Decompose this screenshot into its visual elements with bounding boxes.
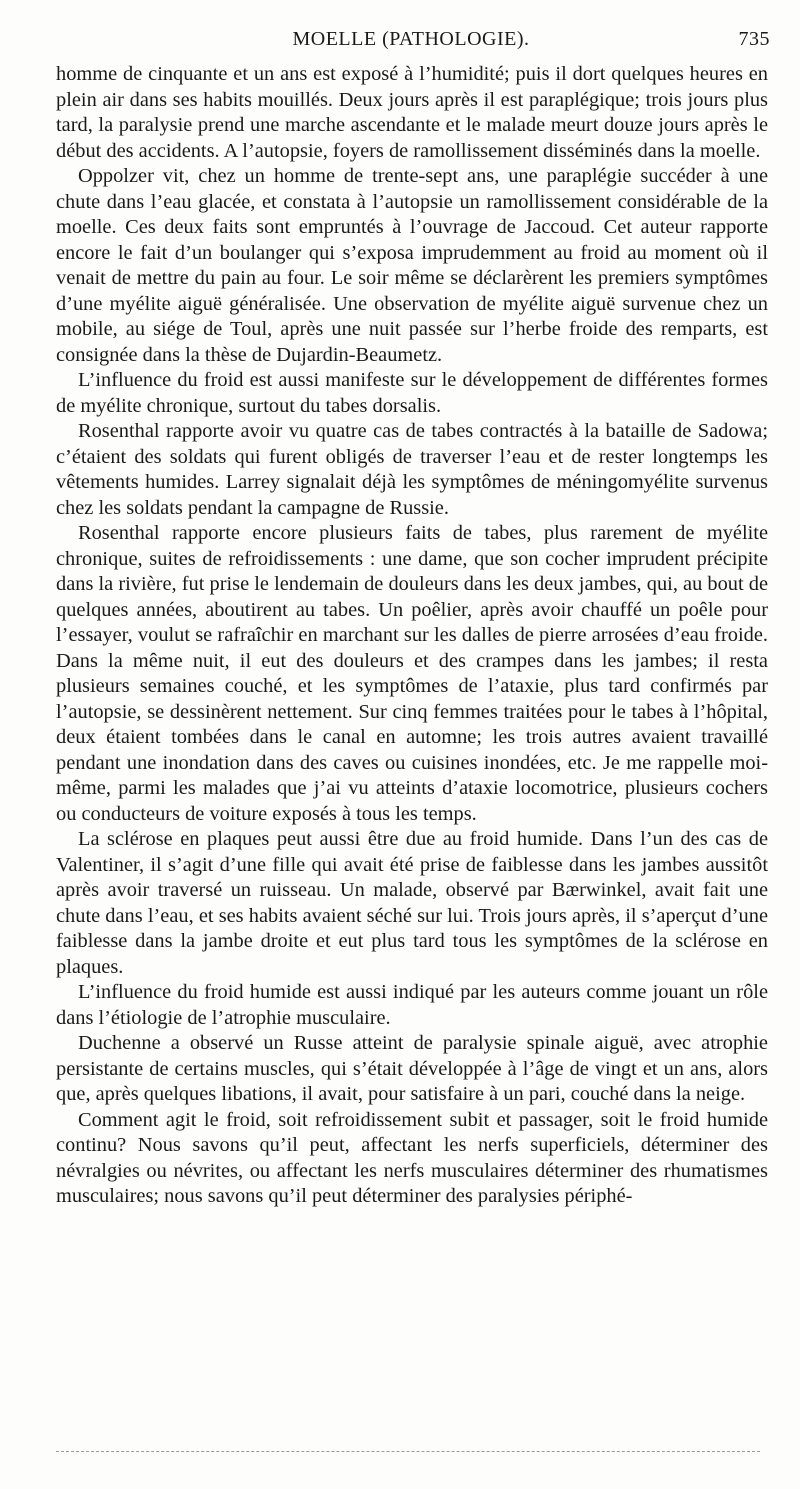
page-number: 735 bbox=[738, 28, 770, 50]
paragraph-continued: homme de cinquante et un ans est exposé à l’humidité; puis il dort quelques heures en plein air dans ses habits mouillés. Deux jours après il est paraplégique; trois jours plus tard, la paralysie prend une marche ascendante et le malade meurt douze jours après le début des accidents. A l’autopsie, foyers de ramollissement disséminés dans la moelle. bbox=[56, 63, 768, 162]
paragraph: Rosenthal rapporte encore plusieurs faits de tabes, plus rarement de myélite chronique, suites de refroidissements : une dame, que son cocher imprudent précipite dans la rivière, fut prise le lendemain de douleurs dans les deux jambes, qui, au bout de quelques années, aboutirent au tabes. Un poêlier, après avoir chauffé un poêle pour l’essayer, voulut se rafraîchir en marchant sur les dalles de pierre arrosées d’eau froide. Dans la même nuit, il eut des douleurs et des crampes dans les jambes; il resta plusieurs semaines couché, et les symptômes de l’ataxie, plus tard confirmés par l’autopsie, se dessinèrent nettement. Sur cinq femmes traitées pour le tabes à l’hôpital, deux étaient tombées dans le canal en automne; les trois autres avaient travaillé pendant une inondation dans des caves ou cuisines inondées, etc. Je me rappelle moi-même, parmi les malades que j’ai vu atteints d’ataxie locomotrice, plusieurs cochers ou conducteurs de voiture exposés à tous les temps. bbox=[56, 522, 768, 825]
body-text bbox=[56, 62, 768, 1210]
running-header bbox=[52, 28, 770, 58]
paragraph: L’influence du froid humide est aussi indiqué par les auteurs comme jouant un rôle dans l’étiologie de l’atrophie musculaire. bbox=[56, 981, 768, 1029]
running-title: MOELLE (PATHOLOGIE). bbox=[292, 28, 530, 50]
paragraph: Comment agit le froid, soit refroidissement subit et passager, soit le froid humide continu? Nous savons qu’il peut, affectant les nerfs superficiels, déterminer des névralgies ou névrites, ou affectant les nerfs musculaires déterminer des rhumatismes musculaires; nous savons qu’il peut déterminer des paralysies périphé- bbox=[56, 1108, 768, 1207]
paragraph: L’influence du froid est aussi manifeste sur le développement de différentes formes de myélite chronique, surtout du tabes dorsalis. bbox=[56, 369, 768, 417]
paragraph: La sclérose en plaques peut aussi être due au froid humide. Dans l’un des cas de Valentiner, il s’agit d’une fille qui avait été prise de faiblesse dans les jambes aussitôt après avoir traversé un ruisseau. Un malade, observé par Bærwinkel, avait fait une chute dans l’eau, et ses habits avaient séché sur lui. Trois jours après, il s’aperçut d’une faiblesse dans la jambe droite et eut plus tard tous les symptômes de la sclérose en plaques. bbox=[56, 828, 768, 978]
footer-rule bbox=[56, 1451, 760, 1452]
paragraph: Duchenne a observé un Russe atteint de paralysie spinale aiguë, avec atrophie persistante de certains muscles, qui s’était développée à l’âge de vingt et un ans, alors que, après quelques libations, il avait, pour satisfaire à un pari, couché dans la neige. bbox=[56, 1032, 768, 1105]
paragraph: Rosenthal rapporte avoir vu quatre cas de tabes contractés à la bataille de Sadowa; c’étaient des soldats qui furent obligés de traverser l’eau et de rester longtemps les vêtements humides. Larrey signalait déjà les symptômes de méningomyélite survenus chez les soldats pendant la campagne de Russie. bbox=[56, 420, 768, 519]
paragraph: Oppolzer vit, chez un homme de trente-sept ans, une paraplégie succéder à une chute dans l’eau glacée, et constata à l’autopsie un ramollissement considérable de la moelle. Ces deux faits sont empruntés à l’ouvrage de Jaccoud. Cet auteur rapporte encore le fait d’un boulanger qui s’exposa imprudemment au froid au moment où il venait de mettre du pain au four. Le soir même se déclarèrent les premiers symptômes d’une myélite aiguë généralisée. Une observation de myélite aiguë survenue chez un mobile, au siége de Toul, après une nuit passée sur l’herbe froide des remparts, est consignée dans la thèse de Dujardin-Beaumetz. bbox=[56, 165, 768, 366]
